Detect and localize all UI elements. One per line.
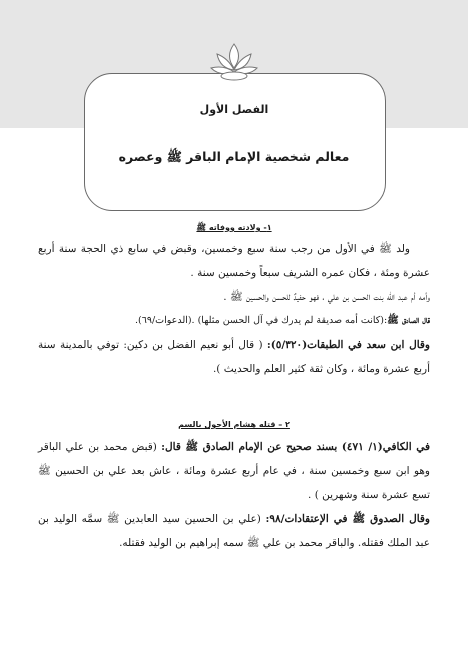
quote-source: في الكافي(١/ ٤٧١) بسند صحيح عن الإمام الصادق ﷺ قال: xyxy=(161,441,430,453)
paragraph-kafi xyxy=(38,435,430,507)
paragraph-saduq xyxy=(38,507,430,555)
quote-source: وقال ابن سعد في الطبقات(٥/٣٢٠): xyxy=(266,339,430,351)
section-heading: ٢ – قتله هشام الأحول بالسم xyxy=(178,420,290,429)
paragraph-sadiq-quote xyxy=(38,309,430,333)
paragraph-birth: ولد ﷺ في الأول من رجب سنة سبع وخمسين، وقبض في سابع ذي الحجة سنة أربع عشرة ومئة ، فكان عمره الشريف سبعاً وخمسين سنة . xyxy=(38,243,430,279)
quote-text: (علي بن الحسين سيد العابدين ﷺ سمَّه الوليد بن عبد الملك فقتله. والباقر محمد بن علي ﷺ سمه إبراهيم بن الوليد فقتله. xyxy=(38,513,430,549)
quote-source: وقال الصدوق ﷺ في الإعتقادات/٩٨: xyxy=(265,513,431,525)
chapter-label: الفصل الأول xyxy=(199,103,269,116)
quote-text: ( قال أبو نعيم الفضل بن دكين: توفي بالمدينة سنة أربع عشرة ومائة ، وكان ثقة كثير العلم والحديث ). xyxy=(38,339,430,375)
section-poison-body xyxy=(38,435,430,555)
section-heading-poison xyxy=(38,420,430,429)
quote-text: :(كانت أمه صديقة لم يدرك في آل الحسن مثلها) .(الدعوات/٦٩). xyxy=(135,315,388,326)
chapter-title: معالم شخصية الإمام الباقر ﷺ وعصره xyxy=(118,149,350,164)
flower-ornament-icon xyxy=(209,38,259,84)
paragraph-ibn-saad xyxy=(38,333,430,381)
paragraph-mother: وأمه أم عبد الله بنت الحسن بن علي ، فهو حفيدٌ للحسن والحسين ﷺ . xyxy=(223,291,430,303)
section-birth-body xyxy=(38,237,430,381)
quote-text: (قبض محمد بن علي الباقر وهو ابن سبع وخمسين سنة ، في عام أربع عشرة ومائة ، عاش بعد علي بن الحسين ﷺ تسع عشرة سنة وشهرين ) . xyxy=(38,441,430,501)
chapter-title-box xyxy=(84,73,386,211)
section-heading-birth xyxy=(38,222,430,234)
section-heading: ١- ولادته ووفاته ﷺ xyxy=(196,223,272,232)
quote-source: قال الصادق ﷺ xyxy=(387,315,430,326)
